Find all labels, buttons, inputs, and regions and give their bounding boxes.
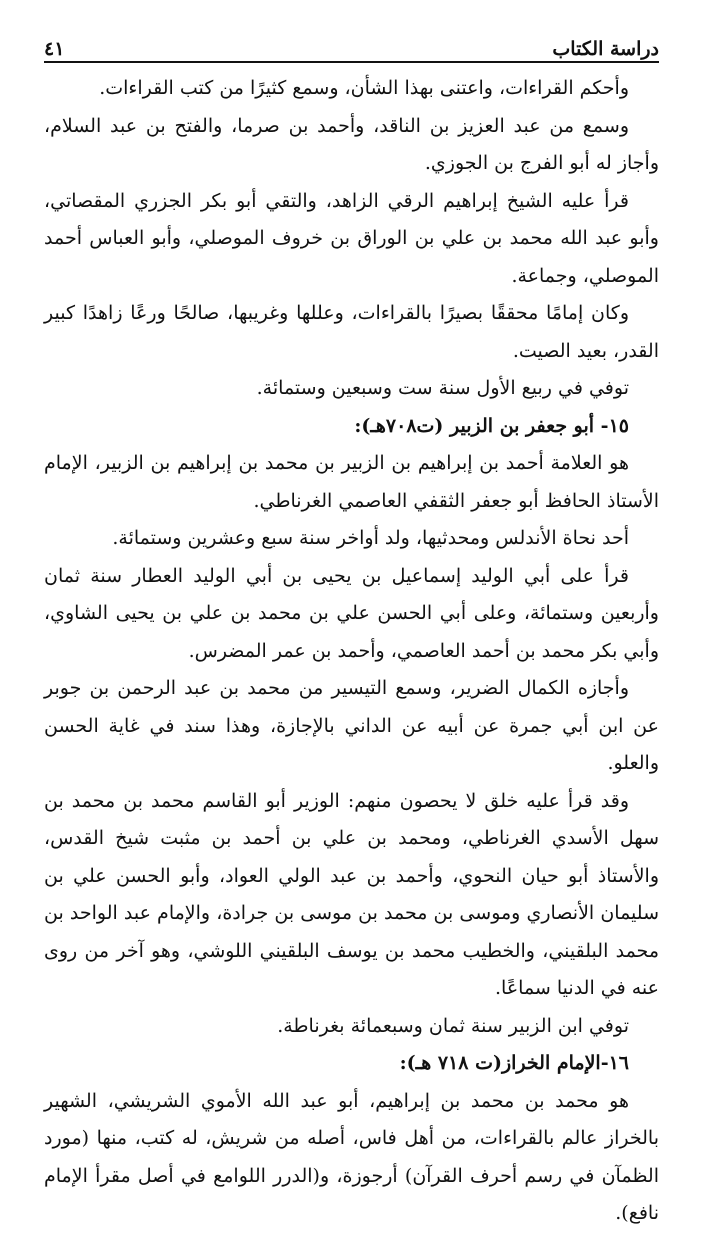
paragraph: هو محمد بن محمد بن إبراهيم، أبو عبد الله الأموي الشريشي، الشهير بالخراز عالم بالقراءات، من أهل فاس، أصله من شريش، له كتب، منها (مورد الظمآن في رسم أحرف القرآن) أرجوزة، و(الدرر اللوامع في أصل مقرأ الإمام نافع).	[44, 1089, 659, 1224]
paragraph: وسمع من عبد العزيز بن الناقد، وأحمد بن صرما، والفتح بن عبد السلام، وأجاز له أبو الفرج بن الجوزي.	[44, 114, 659, 174]
header-divider	[44, 61, 659, 63]
chapter-title: دراسة الكتاب	[552, 38, 659, 60]
paragraph: أحد نحاة الأندلس ومحدثيها، ولد أواخر سنة سبع وعشرين وستمائة.	[112, 527, 629, 549]
paragraph: هو العلامة أحمد بن إبراهيم بن الزبير بن محمد بن إبراهيم بن الزبير، الإمام الأستاذ الحافظ أبو جعفر الثقفي العاصمي الغرناطي.	[44, 452, 659, 512]
paragraph: توفي ابن الزبير سنة ثمان وسبعمائة بغرناطة.	[277, 1014, 629, 1037]
running-header	[44, 30, 659, 60]
paragraph: توفي في ربيع الأول سنة ست وسبعين وستمائة.	[256, 377, 629, 399]
paragraph: قرأ عليه الشيخ إبراهيم الرقي الزاهد، والتقي أبو بكر الجزري المقصاتي، وأبو عبد الله محمد بن علي بن الوراق بن خروف الموصلي، وأبو العباس أحمد الموصلي، وجماعة.	[44, 189, 659, 287]
paragraph: وأحكم القراءات، واعتنى بهذا الشأن، وسمع كثيرًا من كتب القراءات.	[99, 77, 629, 99]
section-heading: ١٥- أبو جعفر بن الزبير (ت٧٠٨هـ):	[354, 414, 629, 437]
page-body	[44, 70, 659, 1233]
paragraph: قرأ على أبي الوليد إسماعيل بن يحيى بن أبي الوليد العطار سنة ثمان وأربعين وستمائة، وعلى أبي الحسن علي بن محمد بن علي بن يحيى الشاوي، وأبي بكر محمد بن أحمد العاصمي، وأحمد بن عمر المضرس.	[44, 564, 659, 662]
section-heading: ١٦-الإمام الخراز(ت ٧١٨ هـ):	[399, 1052, 629, 1074]
paragraph: وكان إمامًا محققًا بصيرًا بالقراءات، وعللها وغريبها، صالحًا ورعًا زاهدًا كبير القدر، بعيد الصيت.	[44, 302, 659, 362]
paragraph: وأجازه الكمال الضرير، وسمع التيسير من محمد بن عبد الرحمن بن جوبر عن ابن أبي جمرة عن أبيه عن الداني بالإجازة، وهذا سند في غاية الحسن والعلو.	[44, 677, 659, 774]
paragraph: وقد قرأ عليه خلق لا يحصون منهم: الوزير أبو القاسم محمد بن محمد بن سهل الأسدي الغرناطي، ومحمد بن علي بن أحمد بن مثبت شيخ القدس، والأستاذ أبو حيان النحوي، وأحمد بن عبد الولي العواد، وأبو الحسن علي بن سليمان الأنصاري وموسى بن محمد بن موسى بن جرادة، والإمام عبد الواحد بن محمد البلقيني، والخطيب محمد بن يوسف البلقيني اللوشي، وهو آخر من روى عنه في الدنيا سماعًا.	[44, 789, 659, 999]
page-number: ٤١	[44, 38, 65, 60]
